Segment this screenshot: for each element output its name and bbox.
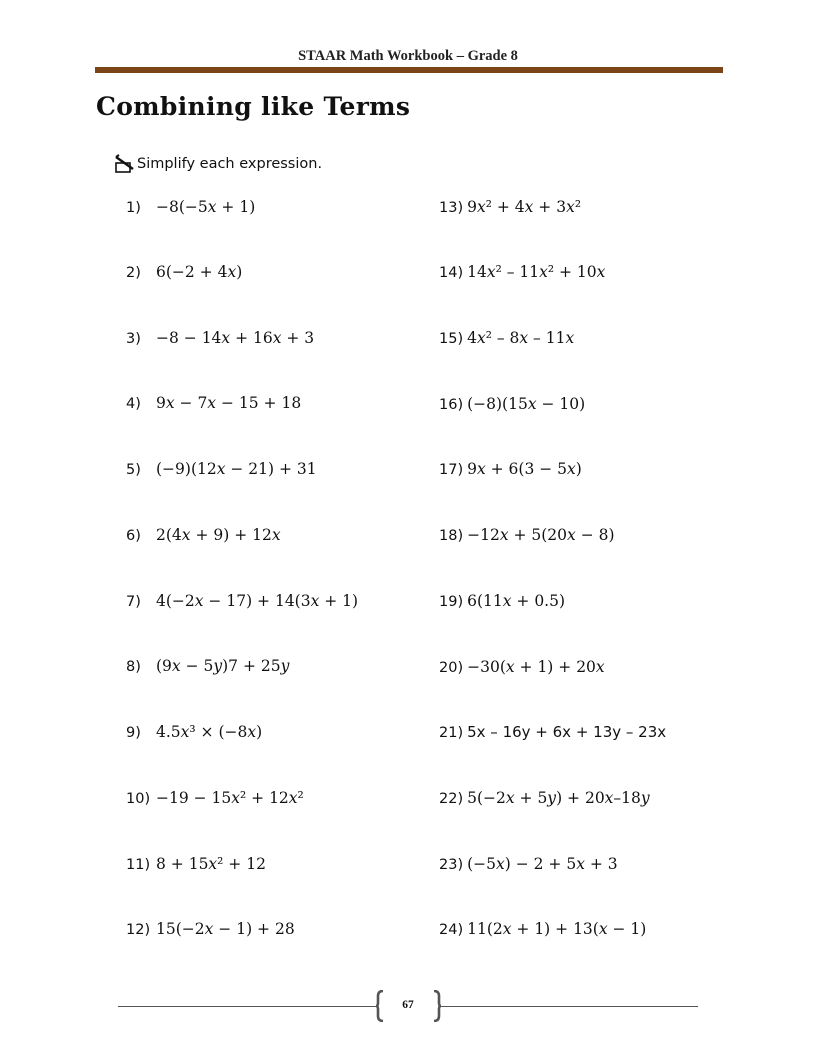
problem-number: 5) [126,462,141,478]
problem-number: 11) [126,857,151,873]
problem-expression: 8 + 15𝑥² + 12 [156,855,266,873]
problem-11 [126,855,266,873]
problem-expression: 4(−2𝑥 − 17) + 14(3𝑥 + 1) [156,592,359,610]
problem-4 [126,394,301,412]
running-header: STAAR Math Workbook – Grade 8 [298,48,518,64]
problem-number: 17) [439,462,464,478]
footer-rule-right [440,1006,698,1007]
problem-12 [126,920,295,938]
problem-number: 18) [439,528,464,544]
problem-expression: −30(𝑥 + 1) + 20𝑥 [467,658,605,676]
page-title: Combining like Terms [96,92,411,121]
problem-number: 15) [439,331,464,347]
instructions-text: Simplify each expression. [137,156,323,172]
problem-expression: (−8)(15𝑥 − 10) [467,395,586,413]
problem-expression: 14𝑥² – 11𝑥² + 10𝑥 [467,263,606,281]
problem-expression: 11(2𝑥 + 1) + 13(𝑥 − 1) [467,920,647,938]
problem-number: 8) [126,659,141,675]
problem-expression: (−5𝑥) − 2 + 5𝑥 + 3 [467,855,618,873]
problem-number: 3) [126,331,141,347]
problem-expression: 9𝑥 + 6(3 − 5𝑥) [467,460,582,478]
problem-1 [126,198,255,216]
problem-expression: 4.5𝑥³ × (−8𝑥) [156,723,263,741]
problem-number: 20) [439,660,464,676]
problem-2 [126,263,242,281]
problem-number: 14) [439,265,464,281]
problem-20 [439,658,605,676]
problem-3 [126,329,314,347]
problem-5 [126,460,317,478]
problem-number: 21) [439,725,464,741]
problem-number: 6) [126,528,141,544]
problem-number: 16) [439,397,464,413]
problem-6 [126,526,281,544]
problem-21 [439,723,666,741]
problem-number: 10) [126,791,151,807]
instructions [114,154,322,174]
problem-number: 23) [439,857,464,873]
problem-number: 19) [439,594,464,610]
problem-expression: 6(−2 + 4𝑥) [156,263,243,281]
problem-23 [439,855,618,873]
problem-number: 2) [126,265,141,281]
footer-rule-left [118,1006,376,1007]
problem-expression: (9𝑥 − 5𝑦)7 + 25𝑦 [156,657,290,675]
problem-9 [126,723,262,741]
problem-expression: 9𝑥² + 4𝑥 + 3𝑥² [467,198,582,216]
problem-number: 4) [126,396,141,412]
problem-22 [439,789,650,807]
problem-expression: 5(−2𝑥 + 5𝑦) + 20𝑥–18𝑦 [467,789,650,807]
problem-number: 13) [439,200,464,216]
problem-expression: 4𝑥² – 8𝑥 – 11𝑥 [467,329,575,347]
problem-8 [126,657,289,675]
problem-number: 1) [126,200,141,216]
problem-expression: −12𝑥 + 5(20𝑥 − 8) [467,526,615,544]
problem-15 [439,329,574,347]
problem-10 [126,789,304,807]
problem-expression: 2(4𝑥 + 9) + 12𝑥 [156,526,281,544]
pencil-icon [114,154,136,174]
problem-18 [439,526,615,544]
problem-13 [439,198,581,216]
problem-19 [439,592,565,610]
problem-expression: −8(−5𝑥 + 1) [156,198,256,216]
problem-number: 24) [439,922,464,938]
problem-16 [439,395,585,413]
header-rule [95,67,723,73]
page-number: 67 [402,999,414,1011]
problem-expression: 6(11𝑥 + 0.5) [467,592,566,610]
problem-number: 9) [126,725,141,741]
problem-expression: 9𝑥 − 7𝑥 − 15 + 18 [156,394,302,412]
problem-expression: 5x – 16y + 6x + 13y – 23x [467,723,667,741]
problem-number: 22) [439,791,464,807]
problem-24 [439,920,646,938]
problem-expression: −19 − 15𝑥² + 12𝑥² [156,789,304,807]
problem-number: 7) [126,594,141,610]
problem-expression: −8 − 14𝑥 + 16𝑥 + 3 [156,329,315,347]
problem-number: 12) [126,922,151,938]
problem-7 [126,592,358,610]
problem-expression: 15(−2𝑥 − 1) + 28 [156,920,295,938]
left-brace-icon [375,990,385,1022]
problem-17 [439,460,582,478]
problem-expression: (−9)(12𝑥 − 21) + 31 [156,460,317,478]
problem-14 [439,263,605,281]
